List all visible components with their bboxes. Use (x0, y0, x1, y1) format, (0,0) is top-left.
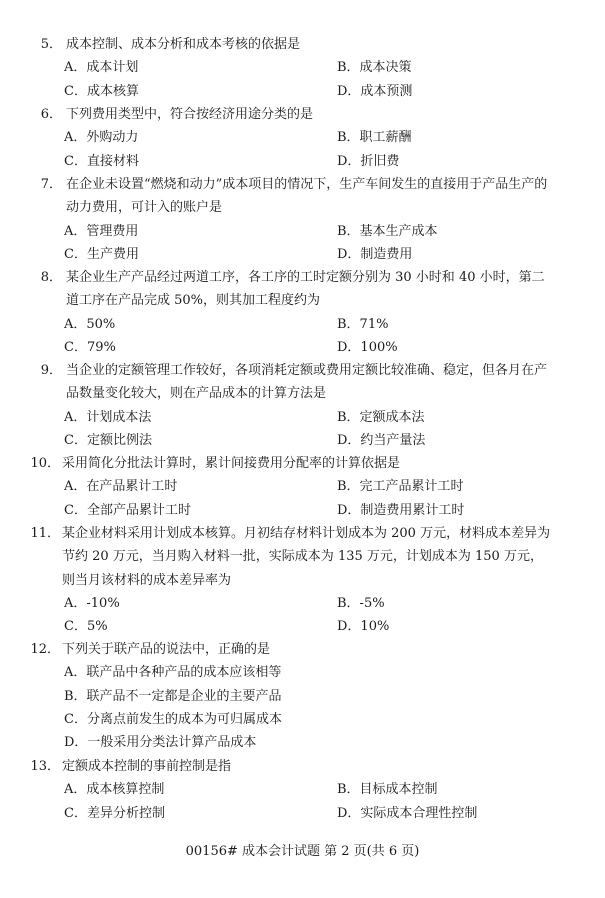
option-a[interactable]: A．成本计划 (64, 60, 139, 76)
question-stem: 成本控制、成本分析和成本考核的依据是 (66, 37, 301, 52)
question-stem: 定额成本控制的事前控制是指 (62, 759, 232, 774)
question-stem: 下列费用类型中，符合按经济用途分类的是 (66, 107, 314, 122)
option-c[interactable]: C．成本核算 (64, 83, 139, 99)
option-b[interactable]: B．定额成本法 (337, 409, 425, 425)
page-footer: 00156# 成本会计试题 第 2 页(共 6 页) (185, 844, 420, 859)
option-a[interactable]: A．-10% (64, 595, 120, 611)
option-b[interactable]: B．基本生产成本 (337, 223, 438, 239)
question-5 (0, 33, 605, 103)
option-d[interactable]: D．约当产量法 (337, 432, 426, 448)
question-number: 13． (30, 759, 60, 774)
question-number: 12． (30, 642, 60, 657)
option-d[interactable]: D．制造费用累计工时 (337, 502, 465, 518)
option-c[interactable]: C．定额比例法 (64, 432, 152, 448)
option-d[interactable]: D．成本预测 (337, 83, 413, 99)
option-b[interactable]: B．-5% (337, 595, 385, 611)
question-8 (0, 266, 605, 359)
option-b[interactable]: B．联产品不一定都是企业的主要产品 (64, 688, 282, 704)
option-c[interactable]: C．直接材料 (64, 153, 139, 169)
question-number: 11． (30, 526, 60, 541)
option-d[interactable]: D．实际成本合理性控制 (337, 805, 478, 821)
option-c[interactable]: C．79% (64, 339, 116, 355)
option-c[interactable]: C．差异分析控制 (64, 805, 165, 821)
option-a[interactable]: A．联产品中各种产品的成本应该相等 (64, 665, 282, 681)
question-6 (0, 103, 605, 173)
option-a[interactable]: A．外购动力 (64, 130, 139, 146)
question-stem: 某企业材料采用计划成本核算。月初结存材料计划成本为 200 万元，材料成本差异为节约 20 万元，当月购入材料一批，实际成本为 135 万元，计划成本为 150 万元，则当月该材料的成本差异率为 (62, 526, 551, 588)
option-d[interactable]: D．一般采用分类法计算产品成本 (64, 735, 257, 751)
question-stem: 下列关于联产品的说法中，正确的是 (62, 642, 271, 657)
option-b[interactable]: B．完工产品累计工时 (337, 479, 464, 495)
option-d[interactable]: D．折旧费 (337, 153, 400, 169)
option-d[interactable]: D．100% (337, 339, 398, 355)
question-11 (0, 522, 605, 638)
question-number: 5． (40, 37, 62, 52)
option-a[interactable]: A．成本核算控制 (64, 782, 165, 798)
option-b[interactable]: B．目标成本控制 (337, 782, 438, 798)
question-number: 10． (30, 456, 60, 471)
option-a[interactable]: A．管理费用 (64, 223, 139, 239)
option-c[interactable]: C．全部产品累计工时 (64, 502, 191, 518)
option-c[interactable]: C．5% (64, 619, 108, 635)
option-a[interactable]: A．计划成本法 (64, 409, 152, 425)
question-stem: 某企业生产产品经过两道工序，各工序的工时定额分别为 30 小时和 40 小时，第二道工序在产品完成 50%，则其加工程度约为 (66, 270, 545, 309)
question-stem: 当企业的定额管理工作较好，各项消耗定额或费用定额比较准确、稳定，但各月在产品数量变化较大，则在产品成本的计算方法是 (66, 363, 548, 402)
option-a[interactable]: A．在产品累计工时 (64, 479, 178, 495)
question-stem: 采用简化分批法计算时，累计间接费用分配率的计算依据是 (62, 456, 401, 471)
option-d[interactable]: D．10% (337, 619, 390, 635)
question-13 (0, 755, 605, 825)
option-c[interactable]: C．分离点前发生的成本为可归属成本 (64, 711, 282, 727)
question-7 (0, 173, 605, 266)
option-d[interactable]: D．制造费用 (337, 246, 413, 262)
question-9 (0, 359, 605, 452)
question-10 (0, 452, 605, 522)
option-b[interactable]: B．职工薪酬 (337, 130, 412, 146)
question-number: 6． (40, 107, 62, 122)
option-b[interactable]: B．71% (337, 316, 389, 332)
question-number: 8． (40, 270, 62, 285)
option-a[interactable]: A．50% (64, 316, 116, 332)
question-number: 9． (40, 363, 62, 378)
option-c[interactable]: C．生产费用 (64, 246, 139, 262)
option-b[interactable]: B．成本决策 (337, 60, 412, 76)
question-number: 7． (40, 177, 62, 192)
question-12 (0, 638, 605, 754)
question-stem: 在企业未设置“燃烧和动力”成本项目的情况下，生产车间发生的直接用于产品生产的动力费用，可计入的账户是 (66, 177, 548, 216)
